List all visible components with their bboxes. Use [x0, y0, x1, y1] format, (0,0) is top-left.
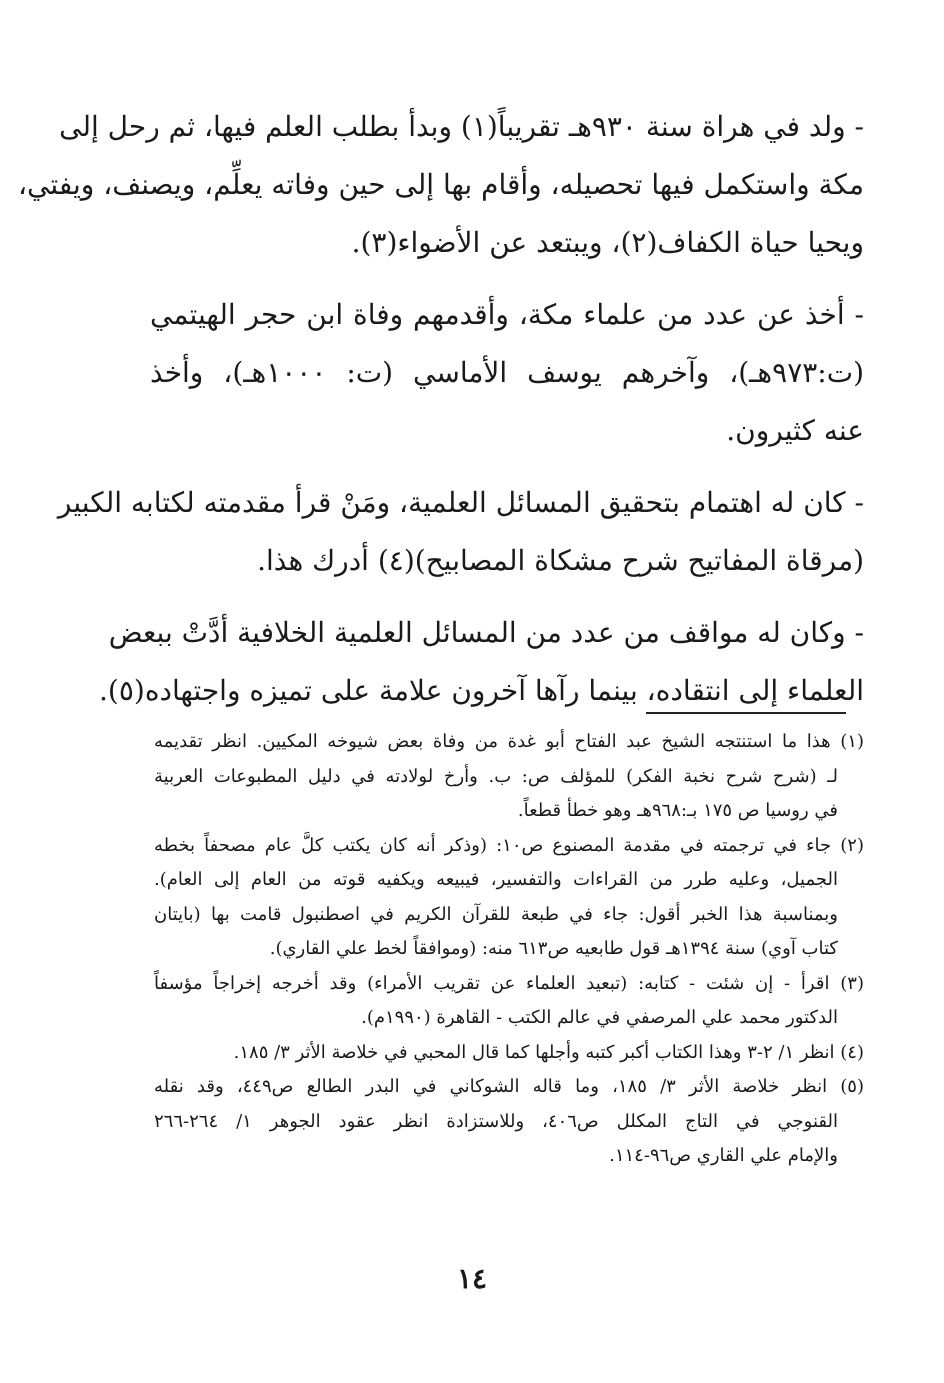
footnote-line: القنوجي في التاج المكلل ص٤٠٦، وللاستزادة انظر عقود الجوهر ١/ ٢٦٤-٢٦٦	[154, 1110, 838, 1132]
paragraph-positions	[99, 604, 864, 720]
paragraph-scholarship	[57, 474, 864, 590]
text-line: ويحيا حياة الكفاف(٢)، ويبتعد عن الأضواء(٣).	[351, 226, 864, 259]
text-line: - ولد في هراة سنة ٩٣٠هـ تقريباً(١) وبدأ بطلب العلم فيها، ثم رحل إلى	[59, 110, 864, 143]
footnote-2	[154, 829, 864, 967]
footnote-line: (٤) انظر ١/ ٢-٣ وهذا الكتاب أكبر كتبه وأجلها كما قال المحبي في خلاصة الأثر ٣/ ١٨٥.	[233, 1041, 864, 1063]
text-line: (ت:٩٧٣هـ)، وآخرهم يوسف الأماسي (ت: ١٠٠٠هـ)، وأخذ	[150, 356, 864, 389]
footnote-line: الدكتور محمد علي المرصفي في عالم الكتب - القاهرة (١٩٩٠م).	[361, 1007, 838, 1028]
footnote-line: كتاب آوي) سنة ١٣٩٤هـ قول طابعيه ص٦١٣ منه: (وموافقاً لخط علي القاري).	[269, 938, 838, 959]
footnote-line: (٣) اقرأ - إن شئت - كتابه: (تبعيد العلماء عن تقريب الأمراء) وقد أخرجه إخراجاً مؤسفاً	[154, 972, 864, 994]
footnote-line: والإمام علي القاري ص٩٦-١١٤.	[609, 1145, 838, 1166]
text-line: - أخذ عن عدد من علماء مكة، وأقدمهم وفاة ابن حجر الهيتمي	[150, 298, 864, 331]
text-line: - كان له اهتمام بتحقيق المسائل العلمية، ومَنْ قرأ مقدمته لكتابه الكبير	[57, 486, 864, 519]
footnote-line: الجميل، وعليه طرر من القراءات والتفسير، فيبيعه ويكفيه قوته من العام إلى العام).	[154, 869, 838, 890]
paragraph-birth	[18, 98, 864, 272]
footnote-line: وبمناسبة هذا الخبر أقول: جاء في طبعة للقرآن الكريم في اصطنبول قامت بها (بايتان	[154, 903, 838, 925]
main-text	[18, 98, 864, 734]
footnote-5	[154, 1070, 864, 1174]
text-line: العلماء إلى انتقاده، بينما رآها آخرون علامة على تميزه واجتهاده(٥).	[99, 674, 864, 707]
text-line: - وكان له مواقف من عدد من المسائل العلمية الخلافية أدَّتْ ببعض	[108, 616, 864, 649]
footnote-1	[154, 725, 864, 829]
text-line: (مرقاة المفاتيح شرح مشكاة المصابيح)(٤) أدرك هذا.	[257, 544, 864, 577]
paragraph-teachers	[150, 286, 864, 460]
text-line: مكة واستكمل فيها تحصيله، وأقام بها إلى حين وفاته يعلِّم، ويصنف، ويفتي،	[18, 168, 864, 201]
footnote-line: (٢) جاء في ترجمته في مقدمة المصنوع ص١٠: (وذكر أنه كان يكتب كلَّ عام مصحفاً بخطه	[154, 834, 864, 856]
footnote-line: (٥) انظر خلاصة الأثر ٣/ ١٨٥، وما قاله الشوكاني في البدر الطالع ص٤٤٩، وقد نقله	[154, 1076, 864, 1097]
footnote-3	[154, 967, 864, 1036]
text-line: عنه كثيرون.	[726, 414, 864, 447]
footnote-line: (١) هذا ما استنتجه الشيخ عبد الفتاح أبو غدة من وفاة بعض شيوخه المكيين. انظر تقديمه	[154, 731, 864, 752]
footnote-line: في روسيا ص ١٧٥ بـ:٩٦٨هـ وهو خطأ قطعاً.	[517, 800, 838, 821]
footnote-line: لـ (شرح شرح نخبة الفكر) للمؤلف ص: ب. وأرخ لولادته في دليل المطبوعات العربية	[154, 765, 838, 787]
footnotes	[154, 725, 864, 1174]
page-number: ١٤	[456, 1262, 488, 1295]
footnote-4	[154, 1036, 864, 1071]
footnote-separator	[646, 712, 846, 714]
